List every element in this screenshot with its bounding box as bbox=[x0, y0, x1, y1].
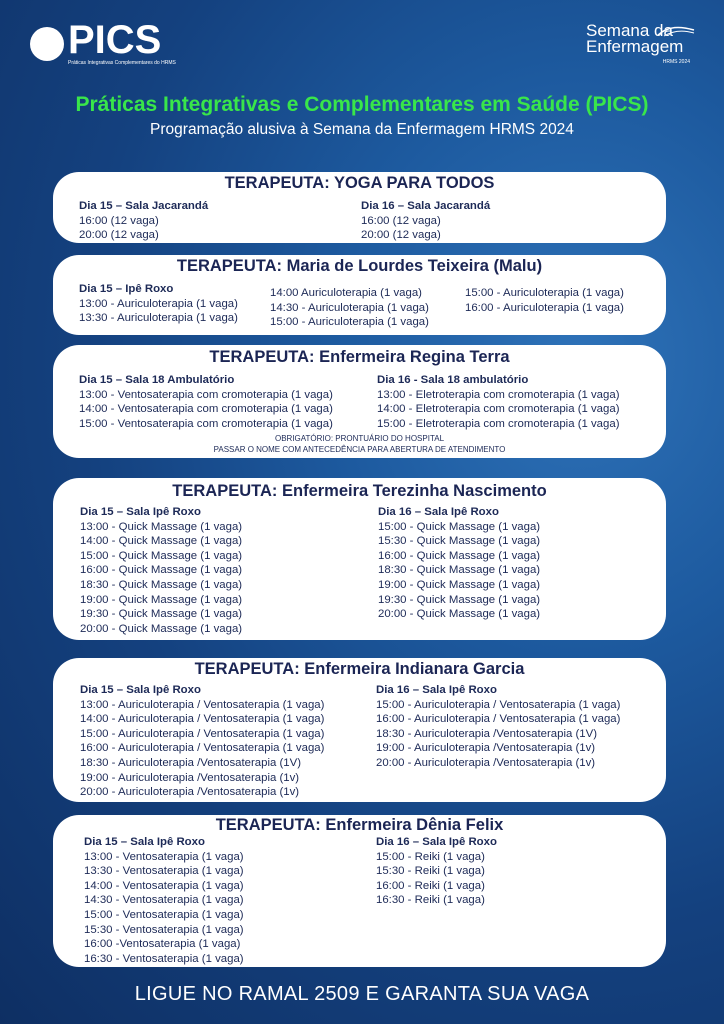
schedule-item: 15:00 - Reiki (1 vaga) bbox=[376, 850, 485, 863]
schedule-item: 16:00 - Reiki (1 vaga) bbox=[376, 879, 485, 892]
schedule-item: 16:00 - Auriculoterapia / Ventosaterapia (1 vaga) bbox=[80, 742, 325, 755]
note-line: OBRIGATÓRIO: PRONTUÁRIO DO HOSPITAL bbox=[274, 434, 445, 443]
semana-logo-year: HRMS 2024 bbox=[662, 59, 690, 65]
card-heading: TERAPEUTA: Enfermeira Indianara Garcia bbox=[194, 660, 525, 678]
schedule-item: 14:00 - Ventosaterapia (1 vaga) bbox=[84, 879, 244, 892]
column-header: Dia 15 – Sala 18 Ambulatório bbox=[79, 374, 235, 386]
schedule-column-middle bbox=[270, 286, 429, 330]
schedule-column-right bbox=[465, 286, 624, 315]
column-header: Dia 15 – Sala Ipê Roxo bbox=[80, 506, 201, 518]
schedule-item: 15:30 - Quick Massage (1 vaga) bbox=[378, 535, 541, 548]
schedule-item: 20:00 (12 vaga) bbox=[79, 229, 159, 242]
schedule-item: 14:30 - Ventosaterapia (1 vaga) bbox=[84, 894, 244, 907]
card-heading: TERAPEUTA: Maria de Lourdes Teixeira (Malu) bbox=[176, 257, 543, 275]
schedule-item: 13:00 - Auriculoterapia / Ventosaterapia (1 vaga) bbox=[80, 698, 325, 711]
schedule-column-day15 bbox=[84, 835, 244, 966]
column-header: Dia 15 – Ipê Roxo bbox=[79, 283, 174, 295]
schedule-item: 13:00 - Eletroterapia com cromoterapia (1 vaga) bbox=[377, 388, 620, 401]
column-header: Dia 16 – Sala Jacarandá bbox=[361, 200, 491, 212]
card-yoga bbox=[53, 172, 666, 243]
semana-logo-line2: Enfermagem bbox=[586, 37, 684, 56]
semana-logo-wave-icon bbox=[656, 24, 696, 38]
footer-call-to-action: LIGUE NO RAMAL 2509 E GARANTA SUA VAGA bbox=[134, 983, 590, 1005]
schedule-item: 19:00 - Quick Massage (1 vaga) bbox=[378, 578, 541, 591]
semana-logo-line1: Semana da bbox=[586, 21, 673, 40]
schedule-item: 13:00 - Auriculoterapia (1 vaga) bbox=[79, 297, 238, 310]
schedule-item: 20:00 - Quick Massage (1 vaga) bbox=[378, 608, 541, 621]
schedule-column-day16 bbox=[377, 373, 620, 431]
card-terezinha-nascimento bbox=[53, 478, 666, 640]
schedule-column-day16 bbox=[376, 835, 497, 908]
schedule-item: 16:00 (12 vaga) bbox=[361, 214, 441, 227]
card-indianara-garcia bbox=[53, 658, 666, 802]
column-header: Dia 15 – Sala Ipê Roxo bbox=[84, 836, 205, 848]
card-malu bbox=[53, 255, 666, 335]
schedule-column-day16 bbox=[376, 683, 620, 771]
note-line: PASSAR O NOME COM ANTECEDÊNCIA PARA ABERTURA DE ATENDIMENTO bbox=[213, 445, 506, 454]
schedule-item: 13:30 - Auriculoterapia (1 vaga) bbox=[79, 312, 238, 325]
schedule-column-day16 bbox=[361, 199, 490, 243]
pics-logo-text: PICS bbox=[68, 18, 162, 62]
schedule-item: 19:00 - Quick Massage (1 vaga) bbox=[80, 593, 243, 606]
card-heading: TERAPEUTA: Enfermeira Dênia Felix bbox=[215, 816, 504, 834]
schedule-item: 14:00 Auriculoterapia (1 vaga) bbox=[270, 287, 422, 299]
pics-logo-circle-icon bbox=[30, 27, 64, 61]
schedule-item: 16:00 - Quick Massage (1 vaga) bbox=[80, 564, 243, 577]
pics-logo-subtitle: Práticas Integrativas Complementares do HRMS bbox=[68, 60, 176, 66]
schedule-item: 13:00 - Ventosaterapia com cromoterapia (1 vaga) bbox=[79, 388, 333, 401]
page-subtitle: Programação alusiva à Semana da Enfermagem HRMS 2024 bbox=[150, 121, 574, 138]
schedule-item: 15:30 - Reiki (1 vaga) bbox=[376, 865, 485, 878]
schedule-item: 13:30 - Ventosaterapia (1 vaga) bbox=[84, 865, 244, 878]
column-header: Dia 15 – Sala Jacarandá bbox=[79, 200, 209, 212]
schedule-item: 19:30 - Quick Massage (1 vaga) bbox=[378, 593, 541, 606]
schedule-item: 15:00 - Quick Massage (1 vaga) bbox=[378, 520, 541, 533]
schedule-item: 16:30 - Reiki (1 vaga) bbox=[376, 894, 485, 907]
schedule-item: 15:00 - Quick Massage (1 vaga) bbox=[80, 549, 243, 562]
schedule-item: 16:30 - Ventosaterapia (1 vaga) bbox=[84, 952, 244, 965]
schedule-item: 15:00 - Ventosaterapia com cromoterapia (1 vaga) bbox=[79, 417, 333, 430]
schedule-item: 18:30 - Auriculoterapia /Ventosaterapia (1V) bbox=[80, 756, 301, 769]
schedule-column-day15 bbox=[79, 282, 238, 326]
card-denia-felix bbox=[53, 815, 666, 967]
schedule-item: 18:30 - Quick Massage (1 vaga) bbox=[378, 564, 541, 577]
schedule-item: 15:00 - Auriculoterapia (1 vaga) bbox=[465, 287, 624, 299]
card-heading: TERAPEUTA: Enfermeira Terezinha Nascimento bbox=[172, 482, 547, 500]
schedule-item: 16:00 - Auriculoterapia (1 vaga) bbox=[465, 301, 624, 314]
schedule-item: 20:00 (12 vaga) bbox=[361, 229, 441, 242]
schedule-item: 15:00 - Auriculoterapia (1 vaga) bbox=[270, 316, 429, 329]
schedule-item: 15:00 - Auriculoterapia / Ventosaterapia (1 vaga) bbox=[376, 698, 621, 711]
card-heading: TERAPEUTA: YOGA PARA TODOS bbox=[224, 174, 495, 192]
requirement-note bbox=[53, 433, 666, 455]
semana-enfermagem-logo bbox=[586, 22, 698, 72]
schedule-item: 16:00 - Auriculoterapia / Ventosaterapia (1 vaga) bbox=[376, 713, 621, 726]
schedule-column-day16 bbox=[378, 505, 540, 622]
schedule-item: 14:00 - Eletroterapia com cromoterapia (1 vaga) bbox=[377, 403, 620, 416]
column-header: Dia 16 - Sala 18 ambulatório bbox=[377, 374, 529, 386]
schedule-item: 14:00 - Ventosaterapia com cromoterapia (1 vaga) bbox=[79, 403, 333, 416]
schedule-item: 16:00 - Quick Massage (1 vaga) bbox=[378, 549, 541, 562]
card-heading: TERAPEUTA: Enfermeira Regina Terra bbox=[209, 348, 510, 366]
schedule-column-day15 bbox=[79, 373, 333, 431]
schedule-item: 15:00 - Eletroterapia com cromoterapia (1 vaga) bbox=[377, 417, 620, 430]
card-regina-terra bbox=[53, 345, 666, 458]
column-header: Dia 15 – Sala Ipê Roxo bbox=[80, 684, 201, 696]
schedule-column-day15 bbox=[79, 199, 208, 243]
schedule-item: 16:00 -Ventosaterapia (1 vaga) bbox=[84, 938, 241, 951]
schedule-item: 13:00 - Ventosaterapia (1 vaga) bbox=[84, 850, 244, 863]
schedule-item: 18:30 - Auriculoterapia /Ventosaterapia (1V) bbox=[376, 727, 597, 740]
schedule-item: 19:30 - Quick Massage (1 vaga) bbox=[80, 608, 243, 621]
schedule-item: 20:00 - Auriculoterapia /Ventosaterapia (1v) bbox=[376, 756, 596, 769]
schedule-item: 16:00 (12 vaga) bbox=[79, 214, 159, 227]
schedule-item: 15:00 - Auriculoterapia / Ventosaterapia (1 vaga) bbox=[80, 727, 325, 740]
schedule-item: 15:00 - Ventosaterapia (1 vaga) bbox=[84, 908, 244, 921]
schedule-item: 20:00 - Auriculoterapia /Ventosaterapia (1v) bbox=[80, 786, 300, 799]
pics-logo bbox=[30, 18, 180, 70]
schedule-item: 14:30 - Auriculoterapia (1 vaga) bbox=[270, 301, 429, 314]
column-header: Dia 16 – Sala Ipê Roxo bbox=[378, 506, 499, 518]
column-header: Dia 16 – Sala Ipê Roxo bbox=[376, 684, 497, 696]
schedule-item: 14:00 - Auriculoterapia / Ventosaterapia (1 vaga) bbox=[80, 713, 325, 726]
schedule-item: 19:00 - Auriculoterapia /Ventosaterapia (1v) bbox=[80, 771, 300, 784]
schedule-item: 15:30 - Ventosaterapia (1 vaga) bbox=[84, 923, 244, 936]
schedule-column-day15 bbox=[80, 505, 242, 636]
schedule-column-day15 bbox=[80, 683, 324, 800]
schedule-item: 19:00 - Auriculoterapia /Ventosaterapia (1v) bbox=[376, 742, 596, 755]
page-title: Práticas Integrativas e Complementares em Saúde (PICS) bbox=[75, 93, 649, 116]
schedule-item: 14:00 - Quick Massage (1 vaga) bbox=[80, 535, 243, 548]
column-header: Dia 16 – Sala Ipê Roxo bbox=[376, 836, 497, 848]
schedule-item: 18:30 - Quick Massage (1 vaga) bbox=[80, 578, 243, 591]
schedule-item: 13:00 - Quick Massage (1 vaga) bbox=[80, 520, 243, 533]
schedule-item: 20:00 - Quick Massage (1 vaga) bbox=[80, 622, 243, 635]
